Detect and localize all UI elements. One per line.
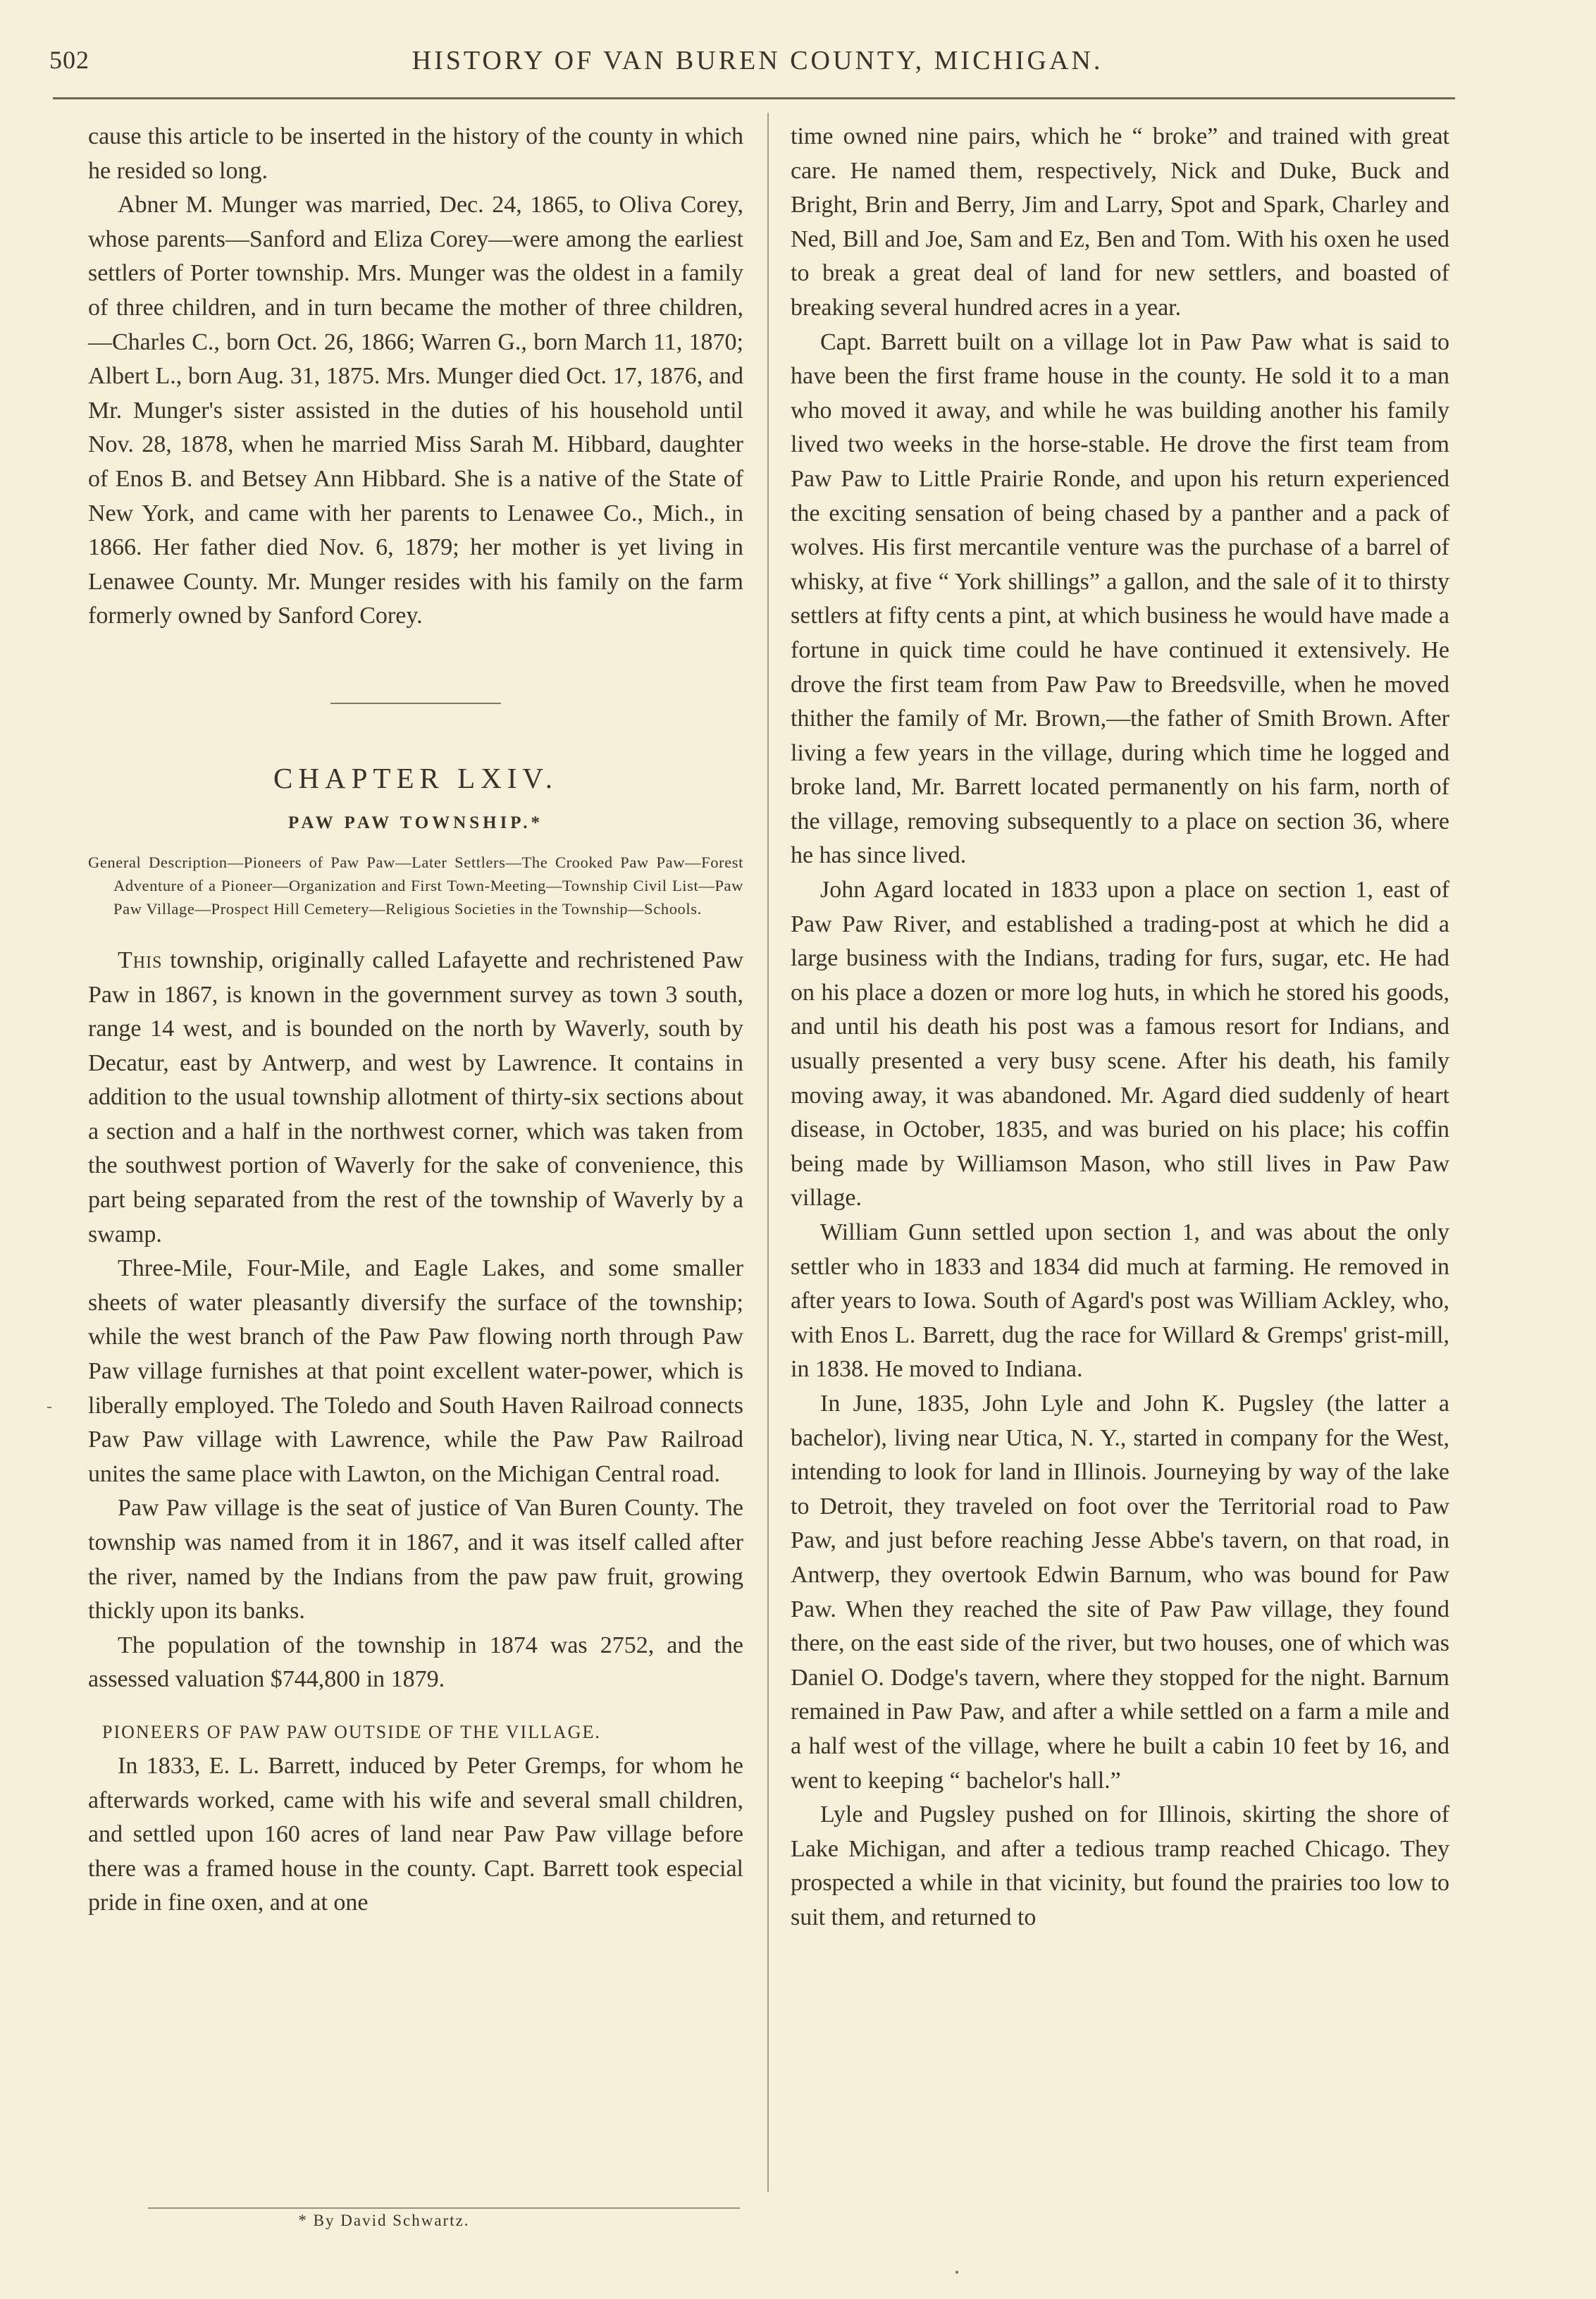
paragraph-text: township, originally called Lafayette and rechristened Paw Paw in 1867, is known in the government survey as town 3 south, range 14 west, and is bounded on the north by Waverly, south by Decatur, east by Antwerp, and west by Lawrence. It contains in addition to the usual township allotment of thirty-six sections about a section and a half in the northwest corner, which was taken from the southwest portion of Waverly for the sake of convenience, this part being separated from the rest of the township of Waverly by a swamp. bbox=[88, 947, 743, 1247]
paragraph: Abner M. Munger was married, Dec. 24, 1865, to Oliva Corey, whose parents—Sanford and Eliza Corey—were among the earliest settlers of Porter township. Mrs. Munger was the oldest in a family of three children, and in turn became the mother of three children,—Charles C., born Oct. 26, 1866; Warren G., born March 11, 1870; Albert L., born Aug. 31, 1875. Mrs. Munger died Oct. 17, 1876, and Mr. Munger's sister assisted in the duties of his household until Nov. 28, 1878, when he married Miss Sarah M. Hibbard, daughter of Enos B. and Betsey Ann Hibbard. She is a native of the State of New York, and came with her parents to Lenawee Co., Mich., in 1866. Her father died Nov. 6, 1879; her mother is yet living in Lenawee County. Mr. Munger resides with his family on the farm formerly owned by Sanford Corey. bbox=[88, 192, 743, 629]
print-speck bbox=[955, 2271, 958, 2274]
footnote: * By David Schwartz. bbox=[298, 2212, 470, 2229]
chapter-subtitle: PAW PAW TOWNSHIP.* bbox=[287, 813, 544, 832]
left-column bbox=[88, 120, 743, 1921]
footnote-rule bbox=[148, 2207, 740, 2209]
paragraph: In 1833, E. L. Barrett, induced by Peter Gremps, for whom he afterwards worked, came with his wife and several small children, and settled upon 160 acres of land near Paw Paw village before there was a framed house in the county. Capt. Barrett took especial pride in fine oxen, and at one bbox=[88, 1752, 743, 1916]
right-column bbox=[791, 120, 1449, 1935]
paragraph: William Gunn settled upon section 1, and was about the only settler who in 1833 and 1834 did much at farming. He removed in after years to Iowa. South of Agard's post was William Ackley, who, with Enos L. Barrett, dug the race for Willard & Gremps' grist-mill, in 1838. He moved to Indiana. bbox=[791, 1219, 1449, 1383]
running-head bbox=[49, 45, 1466, 87]
chapter-title: CHAPTER LXIV. bbox=[273, 761, 558, 794]
paragraph: Three-Mile, Four-Mile, and Eagle Lakes, and some smaller sheets of water pleasantly diversify the surface of the township; while the west branch of the Paw Paw flowing north through Paw Paw village furnishes at that point excellent water-power, which is liberally employed. The Toledo and South Haven Railroad connects Paw Paw village with Lawrence, while the Paw Paw Railroad unites the same place with Lawton, on the Michigan Central road. bbox=[88, 1255, 743, 1487]
margin-mark: - bbox=[47, 1398, 52, 1416]
running-title: HISTORY OF VAN BUREN COUNTY, MICHIGAN. bbox=[412, 46, 1103, 75]
chapter-synopsis: General Description—Pioneers of Paw Paw—Later Settlers—The Crooked Paw Paw—Forest Adventure of a Pioneer—Organization and First Town-Meeting—Township Civil List—Paw Paw Village—Prospect Hill Cemetery—Religious Societies in the Township—Schools. bbox=[88, 853, 743, 918]
paragraph: John Agard located in 1833 upon a place on section 1, east of Paw Paw River, and established a trading-post at which he did a large business with the Indians, trading for furs, sugar, etc. He had on his place a dozen or more log huts, in which he stored his goods, and until his death his post was a famous resort for Indians, and usually presented a very busy scene. After his death, his family moving away, it was abandoned. Mr. Agard died suddenly of heart disease, in October, 1835, and was buried on his place; his coffin being made by Williamson Mason, who still lives in Paw Paw village. bbox=[791, 877, 1449, 1212]
paragraph: time owned nine pairs, which he “ broke” and trained with great care. He named them, respectively, Nick and Duke, Buck and Bright, Brin and Berry, Jim and Larry, Spot and Spark, Charley and Ned, Bill and Joe, Sam and Ez, Ben and Tom. With his oxen he used to break a great deal of land for new settlers, and boasted of breaking several hundred acres in a year. bbox=[791, 123, 1449, 321]
paragraph: Lyle and Pugsley pushed on for Illinois, skirting the shore of Lake Michigan, and after a tedious tramp reached Chicago. They prospected a while in that vicinity, but found the prairies too low to suit them, and returned to bbox=[791, 1801, 1449, 1930]
header-rule bbox=[53, 97, 1455, 99]
paragraph: The population of the township in 1874 was 2752, and the assessed valuation $744,800 in 1879. bbox=[88, 1632, 743, 1693]
column-divider bbox=[767, 113, 769, 2192]
paragraph bbox=[88, 944, 743, 1252]
paragraph: Paw Paw village is the seat of justice of Van Buren County. The township was named from it in 1867, and it was itself called after the river, named by the Indians from the paw paw fruit, growing thickly upon its banks. bbox=[88, 1495, 743, 1625]
drop-word: This bbox=[118, 947, 163, 973]
page-number: 502 bbox=[49, 46, 89, 74]
paragraph: Capt. Barrett built on a village lot in Paw Paw what is said to have been the first frame house in the county. He sold it to a man who moved it away, and while he was building another his family lived two weeks in the horse-stable. He drove the first team from Paw Paw to Little Prairie Ronde, and upon his return experienced the exciting sensation of being chased by a panther and a pack of wolves. His first mercantile venture was the purchase of a barrel of whisky, at five “ York shillings” a gallon, and the sale of it to thirsty settlers at fifty cents a pint, at which business he would have made a fortune in quick time could he have continued it extensively. He drove the first team from Paw Paw to Breedsville, when he moved thither the family of Mr. Brown,—the father of Smith Brown. After living a few years in the village, during which time he logged and broke land, Mr. Barrett located permanently on his farm, north of the village, removing subsequently to a place on section 36, where he has since lived. bbox=[791, 328, 1449, 869]
section-heading: PIONEERS OF PAW PAW OUTSIDE OF THE VILLAGE. bbox=[102, 1721, 601, 1742]
section-divider bbox=[330, 703, 501, 704]
paragraph: In June, 1835, John Lyle and John K. Pugsley (the latter a bachelor), living near Utica, N. Y., started in company for the West, intending to look for land in Illinois. Journeying by way of the lake to Detroit, they traveled on foot over the Territorial road to Paw Paw, and just before reaching Jesse Abbe's tavern, on that road, in Antwerp, they overtook Edwin Barnum, who was bound for Paw Paw. When they reached the site of Paw Paw village, they found there, on the east side of the river, but two houses, one of which was Daniel O. Dodge's tavern, where they stopped for the night. Barnum remained in Paw Paw, and after a while settled on a farm a mile and a half west of the village, where he built a cabin 10 feet by 16, and went to keeping “ bachelor's hall.” bbox=[791, 1390, 1449, 1794]
paragraph: cause this article to be inserted in the history of the county in which he resided so long. bbox=[88, 123, 743, 184]
